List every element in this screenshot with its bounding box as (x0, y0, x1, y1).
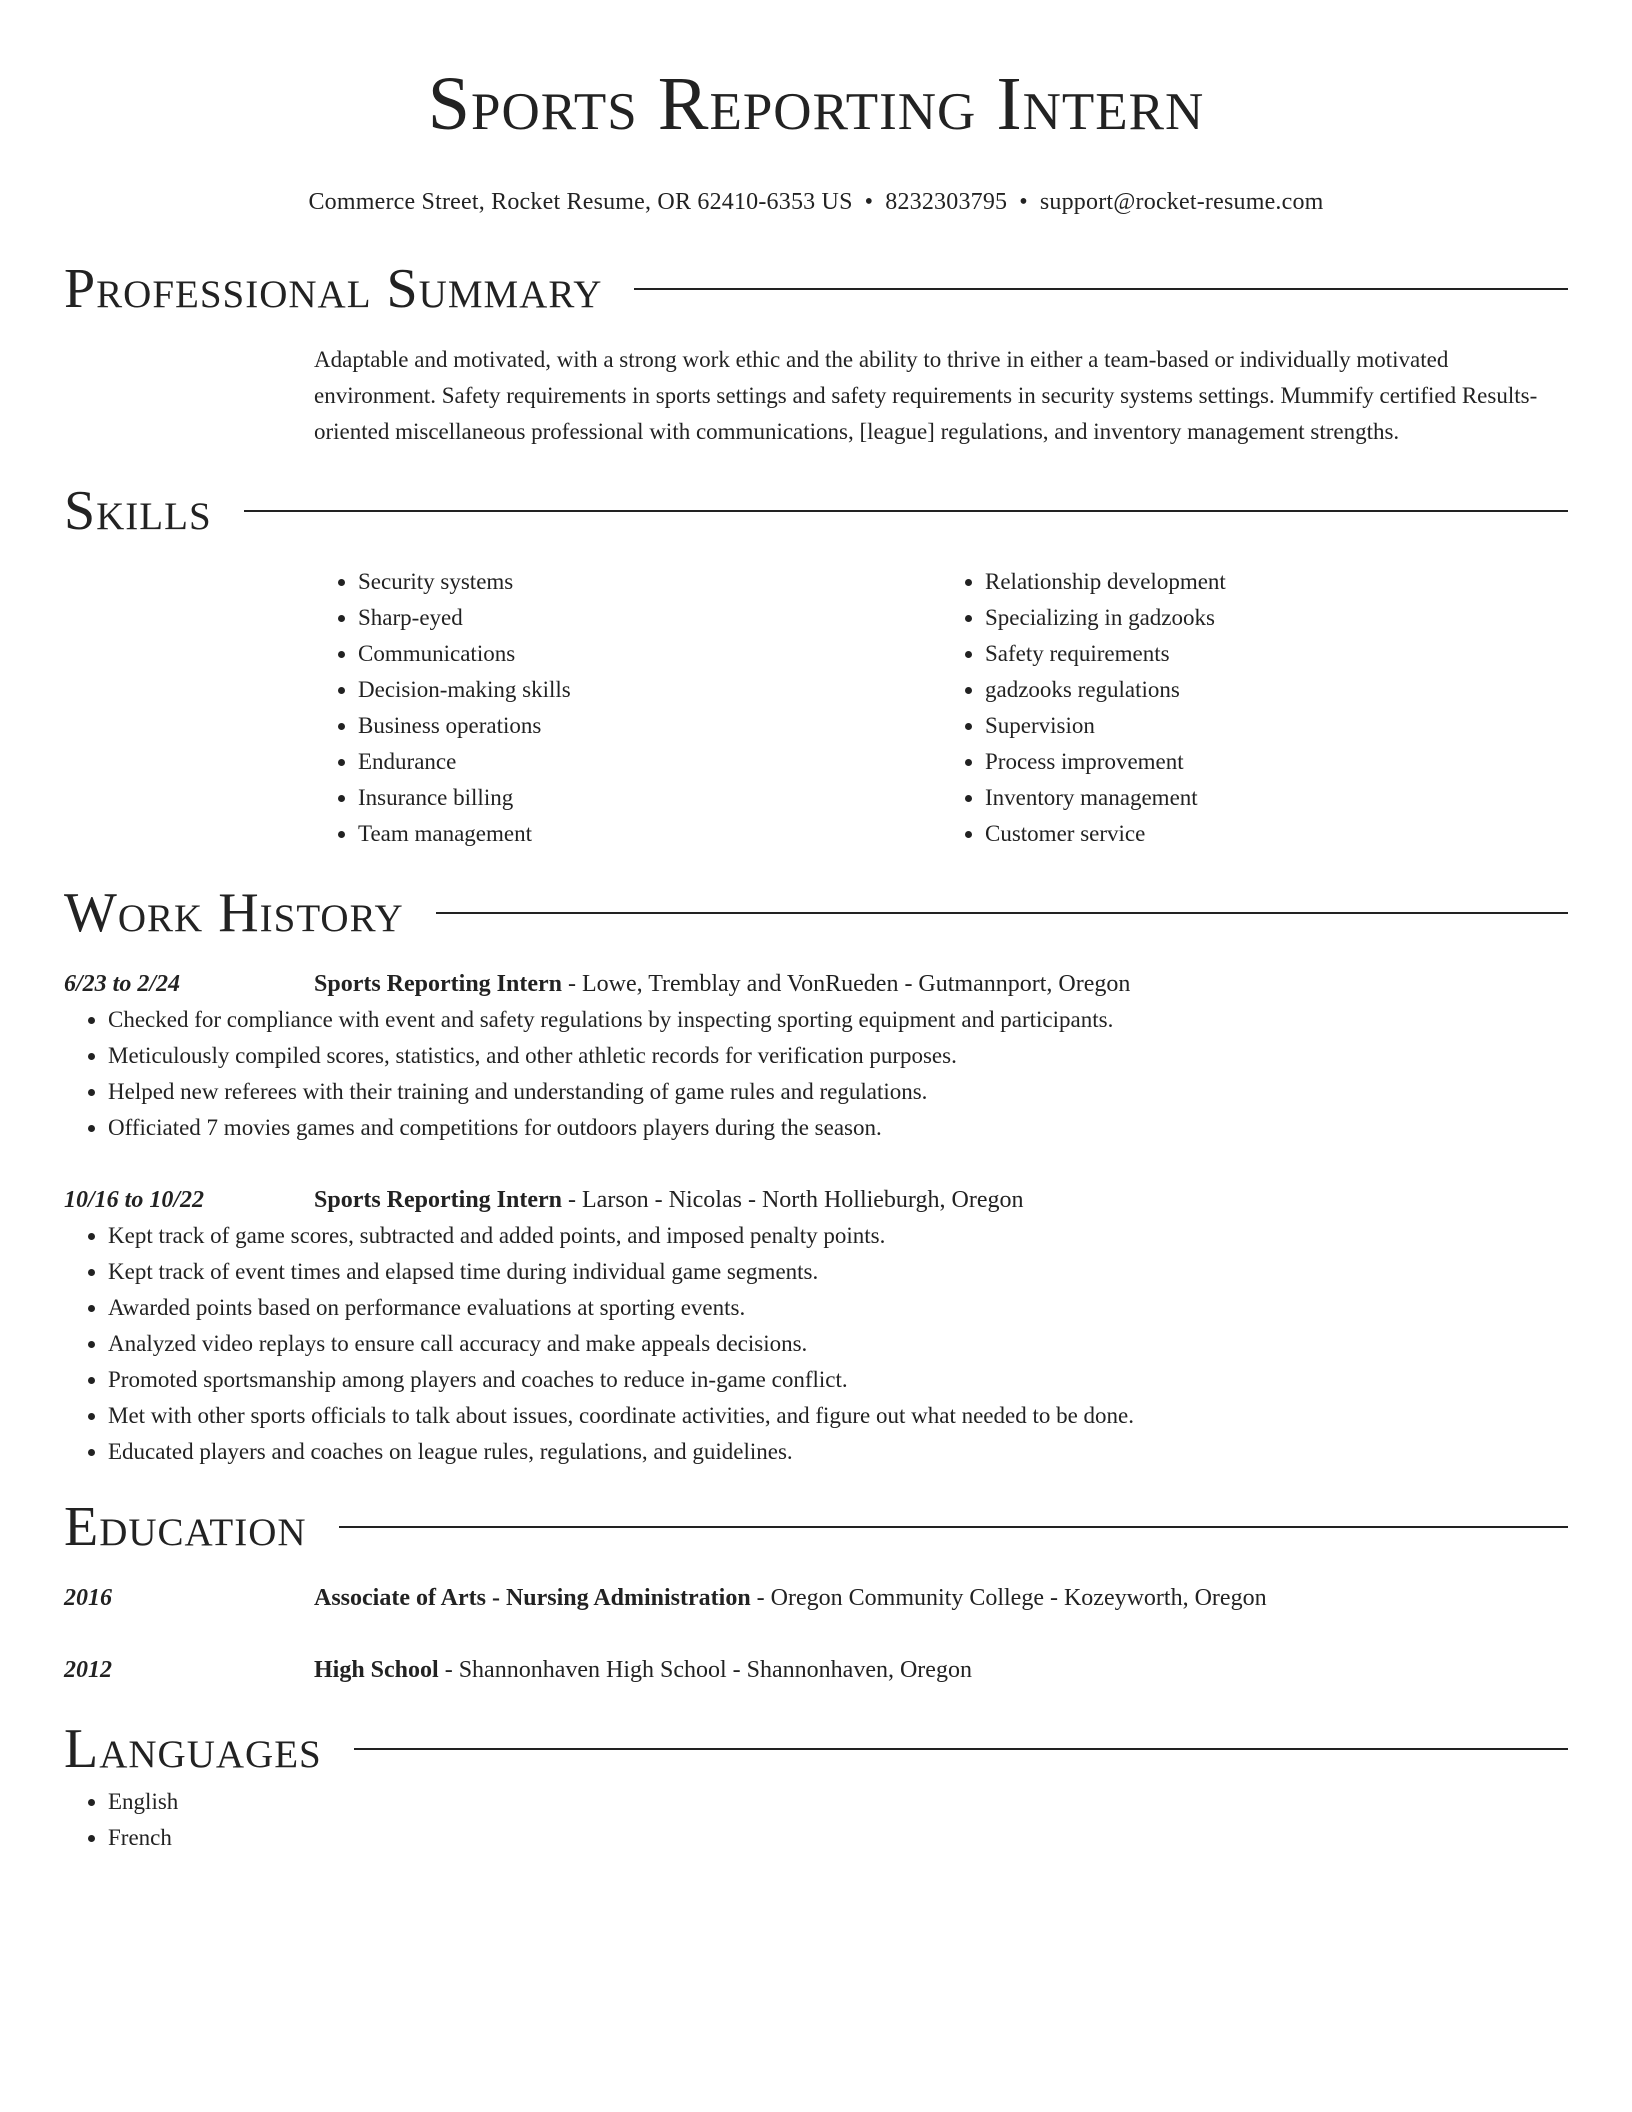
job-bullet: • Met with other sports officials to talk about issues, coordinate activities, and figure out what needed to be done. (108, 1398, 1568, 1434)
skill-item: • Customer service (985, 816, 1568, 852)
section-divider (436, 912, 1568, 914)
education-heading-line (314, 1580, 1267, 1616)
language-item: • French (108, 1820, 1568, 1856)
section-divider (339, 1526, 1568, 1528)
section-divider (354, 1748, 1568, 1750)
job-bullet: • Officiated 7 movies games and competitions for outdoors players during the season. (108, 1110, 1568, 1146)
skills-columns (314, 564, 1568, 852)
work-heading: Work History (64, 882, 404, 944)
contact-phone: 8232303795 (885, 189, 1008, 215)
job-entry (64, 966, 1568, 1146)
skill-item: • Insurance billing (358, 780, 941, 816)
job-heading-line (314, 966, 1130, 1002)
job-title: Sports Reporting Intern (314, 1187, 563, 1213)
job-heading-line (314, 1182, 1023, 1218)
education-section-header (64, 1492, 1568, 1562)
education-details: - Shannonhaven High School - Shannonhaven, Oregon (438, 1657, 972, 1683)
contact-email: support@rocket-resume.com (1039, 189, 1324, 215)
education-year: 2012 (64, 1657, 112, 1683)
job-details: - Larson - Nicolas - North Hollieburgh, Oregon (562, 1187, 1024, 1213)
skills-heading: Skills (64, 480, 212, 542)
job-details: - Lowe, Tremblay and VonRueden - Gutmannport, Oregon (562, 971, 1131, 997)
job-title: Sports Reporting Intern (314, 971, 563, 997)
job-bullet: • Analyzed video replays to ensure call accuracy and make appeals decisions. (108, 1326, 1568, 1362)
skill-item: • gadzooks regulations (985, 672, 1568, 708)
languages-list (64, 1784, 1568, 1856)
skills-list-right (941, 564, 1568, 852)
education-details: - Oregon Community College - Kozeyworth, Oregon (750, 1585, 1267, 1611)
languages-section-header (64, 1714, 1568, 1784)
skill-item: • Inventory management (985, 780, 1568, 816)
summary-section-header (64, 254, 1568, 324)
skill-item: • Relationship development (985, 564, 1568, 600)
job-dates: 6/23 to 2/24 (64, 971, 181, 997)
skill-item: • Team management (358, 816, 941, 852)
summary-text: Adaptable and motivated, with a strong work ethic and the ability to thrive in either a team-based or individually motivated environment. Safety requirements in sports settings and safety requirements in security systems settings. Mummify certified Results-oriented miscellaneous professional with communications, [league] regulations, and inventory management strengths. (314, 347, 1538, 444)
contact-address: Commerce Street, Rocket Resume, OR 62410-6353 US (308, 189, 853, 215)
job-header (64, 966, 1568, 1002)
education-degree: High School (314, 1657, 439, 1683)
job-bullet: • Helped new referees with their training and understanding of game rules and regulations. (108, 1074, 1568, 1110)
job-entry (64, 1182, 1568, 1470)
job-bullet: • Awarded points based on performance evaluations at sporting events. (108, 1290, 1568, 1326)
skill-item: • Decision-making skills (358, 672, 941, 708)
skill-item: • Business operations (358, 708, 941, 744)
skill-item: • Specializing in gadzooks (985, 600, 1568, 636)
job-bullet: • Promoted sportsmanship among players and coaches to reduce in-game conflict. (108, 1362, 1568, 1398)
language-item: • English (108, 1784, 1568, 1820)
job-bullet: • Checked for compliance with event and safety regulations by inspecting sporting equipment and participants. (108, 1002, 1568, 1038)
job-bullet: • Educated players and coaches on league rules, regulations, and guidelines. (108, 1434, 1568, 1470)
skills-section-header (64, 476, 1568, 546)
skill-item: • Communications (358, 636, 941, 672)
job-bullet-list (64, 1002, 1568, 1146)
education-list (64, 1580, 1568, 1688)
skill-item: • Security systems (358, 564, 941, 600)
education-year: 2016 (64, 1585, 112, 1611)
contact-line (64, 186, 1568, 218)
skill-item: • Supervision (985, 708, 1568, 744)
skills-list-left (314, 564, 941, 852)
job-bullet: • Kept track of game scores, subtracted and added points, and imposed penalty points. (108, 1218, 1568, 1254)
contact-separator: • (864, 189, 874, 215)
work-section-header (64, 878, 1568, 948)
skill-item: • Safety requirements (985, 636, 1568, 672)
languages-heading: Languages (64, 1718, 322, 1780)
skill-item: • Process improvement (985, 744, 1568, 780)
section-divider (634, 288, 1568, 290)
skill-item: • Endurance (358, 744, 941, 780)
section-divider (244, 510, 1568, 512)
skill-item: • Sharp-eyed (358, 600, 941, 636)
education-heading-line (314, 1652, 972, 1688)
resume-name: Sports Reporting Intern (427, 62, 1205, 146)
contact-separator: • (1019, 189, 1028, 215)
education-heading: Education (64, 1496, 307, 1558)
job-bullet-list (64, 1218, 1568, 1470)
summary-heading: Professional Summary (64, 258, 603, 320)
job-header (64, 1182, 1568, 1218)
job-bullet: • Kept track of event times and elapsed time during individual game segments. (108, 1254, 1568, 1290)
job-bullet: • Meticulously compiled scores, statistics, and other athletic records for verification purposes. (108, 1038, 1568, 1074)
education-degree: Associate of Arts - Nursing Administration (314, 1585, 751, 1611)
job-dates: 10/16 to 10/22 (64, 1187, 205, 1213)
education-entry (64, 1580, 1568, 1616)
education-entry (64, 1652, 1568, 1688)
